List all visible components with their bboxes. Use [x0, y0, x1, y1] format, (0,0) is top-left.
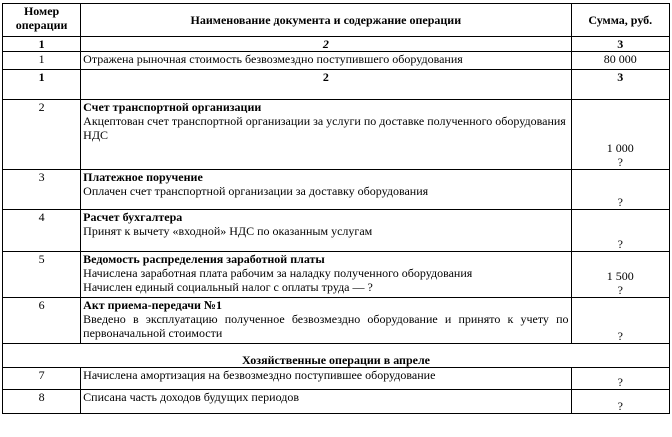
operation-line: НДС — [83, 128, 109, 142]
row-sum: ? — [571, 298, 669, 344]
column-numbers-row — [3, 37, 670, 52]
section-april-title: Хозяйственные операции в апреле — [3, 344, 670, 368]
table-row — [3, 210, 670, 252]
row-number: 3 — [3, 170, 81, 210]
row-number: 2 — [3, 100, 81, 170]
row-number: 8 — [3, 390, 81, 414]
row-sum: ? — [571, 390, 669, 414]
table-row — [3, 52, 670, 70]
header-sum: Сумма, руб. — [571, 4, 669, 37]
sum-value: 1 500 — [606, 269, 634, 283]
document-title: Акт приема-передачи №1 — [83, 298, 222, 312]
table-row — [3, 170, 670, 210]
row-text — [81, 252, 571, 298]
document-title: Ведомость распределения заработной платы — [83, 252, 325, 266]
document-title: Счет транспортной организации — [83, 100, 262, 114]
table-row — [3, 368, 670, 390]
sum-value: ? — [617, 155, 623, 169]
table-row — [3, 390, 670, 414]
document-title: Платежное поручение — [83, 170, 203, 184]
operation-line: Введено в эксплуатацию полученное безвозмездно оборудование и принято к учету по первоначальной стоимости — [83, 312, 569, 340]
row-number: 1 — [3, 52, 81, 70]
sum-value: ? — [617, 283, 623, 297]
header-number: Номер операции — [3, 4, 81, 37]
colnum-2: 2 — [81, 70, 571, 100]
row-sum — [571, 100, 669, 170]
operation-line: Акцептован счет транспортной организации за услуги по доставке полученного оборудования — [83, 114, 566, 128]
operation-line: Начислен единый социальный налог с оплаты труда — ? — [83, 280, 373, 294]
row-number: 4 — [3, 210, 81, 252]
table-row — [3, 100, 670, 170]
row-sum — [571, 252, 669, 298]
colnum-1: 1 — [3, 37, 81, 52]
row-number: 5 — [3, 252, 81, 298]
row-sum: 80 000 — [571, 52, 669, 70]
section-row — [3, 344, 670, 368]
header-name: Наименование документа и содержание операции — [81, 4, 571, 37]
row-text — [81, 100, 571, 170]
colnum-2: 2 — [81, 37, 571, 52]
colnum-3: 3 — [571, 70, 669, 100]
row-sum: ? — [571, 210, 669, 252]
operation-line: Начислена заработная плата рабочим за наладку полученного оборудования — [83, 266, 473, 280]
row-text: Начислена амортизация на безвозмездно поступившее оборудование — [81, 368, 571, 390]
row-number: 6 — [3, 298, 81, 344]
row-text — [81, 298, 571, 344]
row-sum: ? — [571, 170, 669, 210]
row-number: 7 — [3, 368, 81, 390]
row-text: Отражена рыночная стоимость безвозмездно поступившего оборудования — [81, 52, 571, 70]
table-row — [3, 252, 670, 298]
operations-table — [2, 3, 670, 414]
colnum-1: 1 — [3, 70, 81, 100]
table-row — [3, 298, 670, 344]
header-row — [3, 4, 670, 37]
column-numbers-row — [3, 70, 670, 100]
operation-line: Принят к вычету «входной» НДС по оказанным услугам — [83, 224, 373, 238]
row-text: Списана часть доходов будущих периодов — [81, 390, 571, 414]
row-text — [81, 210, 571, 252]
row-sum: ? — [571, 368, 669, 390]
sum-value: 1 000 — [606, 141, 634, 155]
document-title: Расчет бухгалтера — [83, 210, 183, 224]
row-text — [81, 170, 571, 210]
operation-line: Оплачен счет транспортной организации за доставку оборудования — [83, 184, 429, 198]
colnum-3: 3 — [571, 37, 669, 52]
